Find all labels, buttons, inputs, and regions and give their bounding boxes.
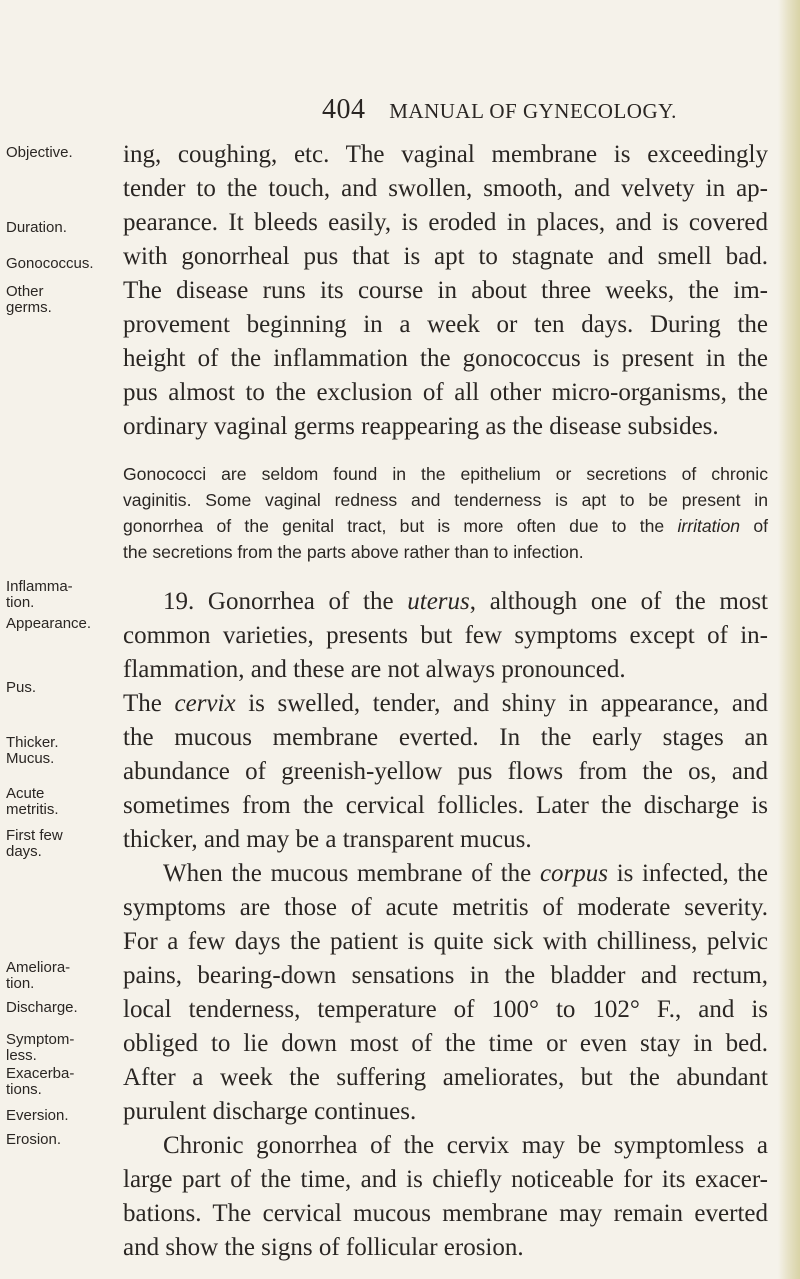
margin-note-exacerbations: Exacerba- tions. <box>6 1065 75 1098</box>
margin-note-appearance: Appearance. <box>6 615 92 632</box>
margin-note-symptomless: Symptom- less. <box>6 1031 75 1064</box>
body-line: Chronic gonorrhea of the cervix may be symptomless a <box>163 1132 768 1159</box>
body-line: sometimes from the cervical follicles. Later the discharge is <box>123 792 768 819</box>
body-line: height of the inflammation the gonococcus is present in the <box>123 345 768 372</box>
body-line: the mucous membrane everted. In the early stages an <box>123 724 768 751</box>
margin-note-discharge: Discharge. <box>6 999 78 1016</box>
body-line: tender to the touch, and swollen, smooth, and velvety in ap- <box>123 175 768 202</box>
body-line: pearance. It bleeds easily, is eroded in places, and is covered <box>123 209 768 236</box>
running-head <box>322 94 800 126</box>
body-line: obliged to lie down most of the time or even stay in bed. <box>123 1030 768 1057</box>
body-line: The cervix is swelled, tender, and shiny in appearance, and <box>123 690 768 717</box>
body-line: provement beginning in a week or ten days. During the <box>123 311 768 338</box>
margin-note-gonococcus: Gonococcus. <box>6 255 94 272</box>
body-line: common varieties, presents but few symptoms except of in- <box>123 622 768 649</box>
margin-note-other-germs: Other germs. <box>6 283 52 316</box>
body-line: pains, bearing-down sensations in the bladder and rectum, <box>123 962 768 989</box>
margin-note-acute-metritis: Acute metritis. <box>6 785 59 818</box>
margin-note-objective: Objective. <box>6 144 73 161</box>
note-line: Gonococci are seldom found in the epithelium or secretions of chronic <box>123 464 768 484</box>
body-line: purulent discharge continues. <box>123 1098 417 1125</box>
note-line: gonorrhea of the genital tract, but is more often due to the irritation of <box>123 516 768 536</box>
margin-note-erosion: Erosion. <box>6 1131 62 1148</box>
margin-note-duration: Duration. <box>6 219 67 236</box>
body-line: symptoms are those of acute metritis of moderate severity. <box>123 894 768 921</box>
body-line: thicker, and may be a transparent mucus. <box>123 826 532 853</box>
body-line: When the mucous membrane of the corpus is infected, the <box>163 860 769 887</box>
body-line: pus almost to the exclusion of all other micro-organisms, the <box>123 379 768 406</box>
margin-note-pus: Pus. <box>6 679 37 696</box>
body-line: The disease runs its course in about three weeks, the im- <box>123 277 768 304</box>
body-line: For a few days the patient is quite sick with chilliness, pelvic <box>123 928 768 955</box>
body-line: ordinary vaginal germs reappearing as the disease subsides. <box>123 413 719 440</box>
body-line: and show the signs of follicular erosion. <box>123 1234 524 1261</box>
margin-note-first-few-days: First few days. <box>6 827 63 860</box>
body-line: flammation, and these are not always pronounced. <box>123 656 626 683</box>
body-line: abundance of greenish-yellow pus flows from the os, and <box>123 758 768 785</box>
note-line: vaginitis. Some vaginal redness and tenderness is apt to be present in <box>123 490 768 510</box>
page-number: 404 <box>322 94 366 125</box>
note-line: the secretions from the parts above rather than to infection. <box>123 542 584 562</box>
body-line: local tenderness, temperature of 100° to 102° F., and is <box>123 996 768 1023</box>
margin-note-mucus: Mucus. <box>6 750 55 767</box>
running-title: MANUAL OF GYNECOLOGY. <box>389 99 677 123</box>
body-line: bations. The cervical mucous membrane may remain everted <box>123 1200 768 1227</box>
margin-note-eversion: Eversion. <box>6 1107 69 1124</box>
margin-note-thicker: Thicker. <box>6 734 59 751</box>
margin-note-inflammation: Inflamma- tion. <box>6 578 73 611</box>
margin-note-amelioration: Ameliora- tion. <box>6 959 71 992</box>
body-line: with gonorrheal pus that is apt to stagnate and smell bad. <box>123 243 768 270</box>
body-line: After a week the suffering ameliorates, but the abundant <box>123 1064 768 1091</box>
body-line: large part of the time, and is chiefly noticeable for its exacer- <box>123 1166 768 1193</box>
body-line: ing, coughing, etc. The vaginal membrane is exceedingly <box>123 141 768 168</box>
page-edge <box>778 0 800 1279</box>
section-heading-line: 19. Gonorrhea of the uterus, although one of the most <box>163 588 769 615</box>
